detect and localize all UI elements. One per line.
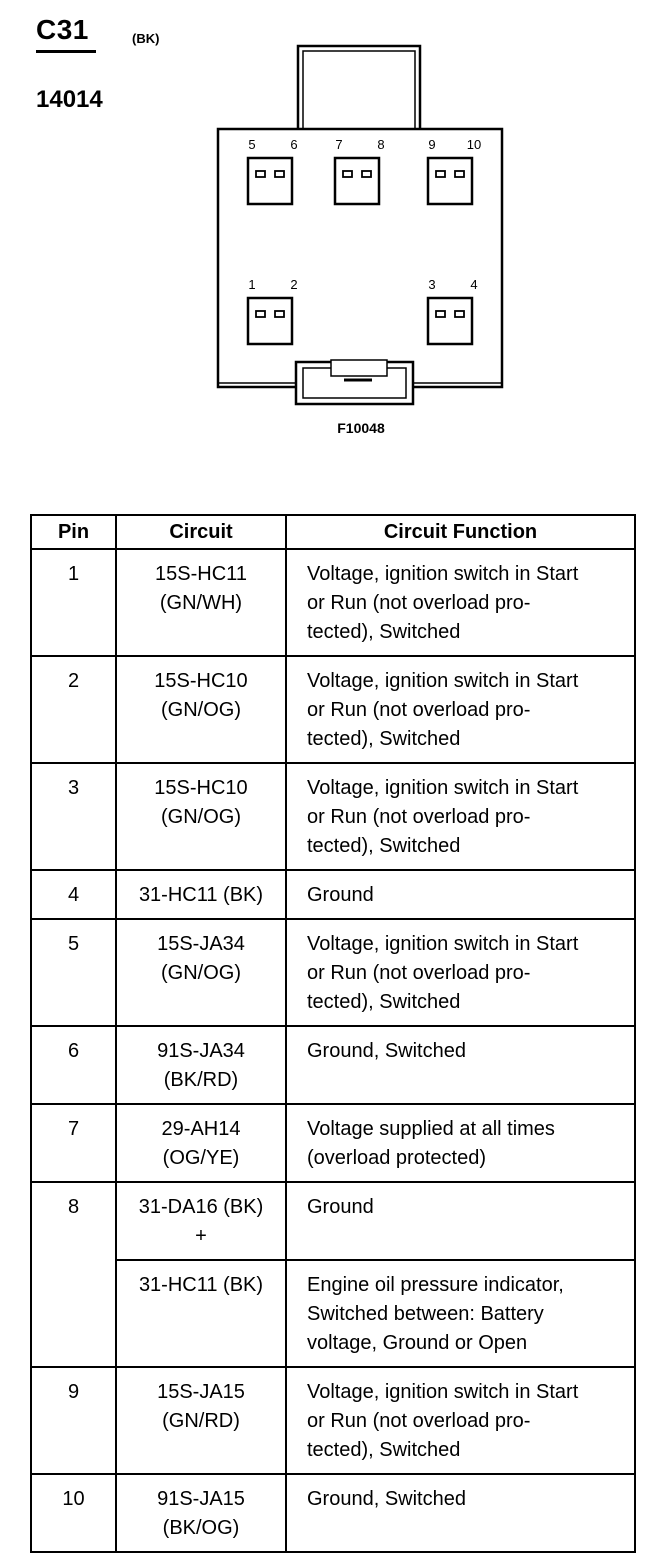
terminal-slot <box>275 311 284 317</box>
terminal-cavity <box>335 158 379 204</box>
circuit-cell: 91S-JA34 (BK/RD) <box>116 1026 286 1104</box>
table-row <box>31 1104 635 1182</box>
table-header-row <box>31 515 635 549</box>
pin-number-cell: 2 <box>31 656 116 763</box>
terminal-cavity <box>248 158 292 204</box>
connector-id: C31 <box>36 14 89 45</box>
pin-number-cell: 6 <box>31 1026 116 1104</box>
circuit-cell: 15S-HC10 (GN/OG) <box>116 656 286 763</box>
circuit-function-cell: Ground <box>286 1182 635 1260</box>
circuit-function-cell: Engine oil pressure indicator, Switched between: Battery voltage, Ground or Open <box>286 1260 635 1367</box>
terminal-slot <box>436 171 445 177</box>
figure-id: F10048 <box>337 420 385 436</box>
pin-label-1: 1 <box>248 277 256 292</box>
circuit-function-cell: Voltage supplied at all times (overload protected) <box>286 1104 635 1182</box>
connector-diagram <box>0 0 672 420</box>
table-row <box>31 870 635 919</box>
circuit-function-cell: Voltage, ignition switch in Start or Run (not overload pro- tected), Switched <box>286 763 635 870</box>
pin-label-5: 5 <box>248 137 256 152</box>
table-row <box>31 549 635 656</box>
terminal-cavity <box>428 298 472 344</box>
terminal-slot <box>256 311 265 317</box>
circuit-cell: 31-HC11 (BK) <box>116 870 286 919</box>
circuit-function-cell: Voltage, ignition switch in Start or Run (not overload pro- tected), Switched <box>286 549 635 656</box>
pin-number-cell: 3 <box>31 763 116 870</box>
pin-number-cell: 9 <box>31 1367 116 1474</box>
pin-label-10: 10 <box>466 137 482 152</box>
circuit-function-cell: Ground, Switched <box>286 1474 635 1552</box>
connector-top-latch <box>298 46 420 129</box>
pin-label-8: 8 <box>377 137 385 152</box>
circuit-cell: 15S-HC11 (GN/WH) <box>116 549 286 656</box>
header-circuit: Circuit <box>116 515 286 549</box>
pin-number-cell: 5 <box>31 919 116 1026</box>
table-row <box>31 656 635 763</box>
part-number: 14014 <box>36 86 103 113</box>
pin-label-4: 4 <box>470 277 478 292</box>
terminal-slot <box>436 311 445 317</box>
circuit-function-cell: Ground <box>286 870 635 919</box>
terminal-slot <box>256 171 265 177</box>
circuit-function-cell: Voltage, ignition switch in Start or Run (not overload pro- tected), Switched <box>286 919 635 1026</box>
circuit-function-cell: Voltage, ignition switch in Start or Run (not overload pro- tected), Switched <box>286 1367 635 1474</box>
pin-number-cell: 4 <box>31 870 116 919</box>
circuit-cell: 29-AH14 (OG/YE) <box>116 1104 286 1182</box>
pin-label-3: 3 <box>428 277 436 292</box>
circuit-cell: 31-DA16 (BK) + <box>116 1182 286 1260</box>
circuit-function-cell: Ground, Switched <box>286 1026 635 1104</box>
pin-label-6: 6 <box>290 137 298 152</box>
circuit-cell: 15S-HC10 (GN/OG) <box>116 763 286 870</box>
circuit-cell: 31-HC11 (BK) <box>116 1260 286 1367</box>
connector-color: (BK) <box>132 31 160 46</box>
table-row <box>31 763 635 870</box>
table-row <box>31 1026 635 1104</box>
terminal-slot <box>455 171 464 177</box>
terminal-cavity <box>248 298 292 344</box>
terminal-slot <box>275 171 284 177</box>
pin-number-cell: 10 <box>31 1474 116 1552</box>
circuit-cell: 15S-JA34 (GN/OG) <box>116 919 286 1026</box>
table-row <box>31 919 635 1026</box>
circuit-function-cell: Voltage, ignition switch in Start or Run (not overload pro- tected), Switched <box>286 656 635 763</box>
pin-number-cell: 7 <box>31 1104 116 1182</box>
terminal-cavity <box>428 158 472 204</box>
header-circuit-function: Circuit Function <box>286 515 635 549</box>
circuit-cell: 15S-JA15 (GN/RD) <box>116 1367 286 1474</box>
table-row <box>31 1182 635 1260</box>
table-row <box>31 1474 635 1552</box>
terminal-slot <box>362 171 371 177</box>
terminal-slot <box>455 311 464 317</box>
pin-table <box>30 514 636 1553</box>
pin-label-9: 9 <box>428 137 436 152</box>
pin-label-7: 7 <box>335 137 343 152</box>
table-row <box>31 1367 635 1474</box>
pin-number-cell: 1 <box>31 549 116 656</box>
connector-body <box>218 129 502 387</box>
pin-number-cell: 8 <box>31 1182 116 1367</box>
pin-label-2: 2 <box>290 277 298 292</box>
table-row <box>31 1260 635 1367</box>
terminal-slot <box>343 171 352 177</box>
circuit-cell: 91S-JA15 (BK/OG) <box>116 1474 286 1552</box>
header-pin: Pin <box>31 515 116 549</box>
